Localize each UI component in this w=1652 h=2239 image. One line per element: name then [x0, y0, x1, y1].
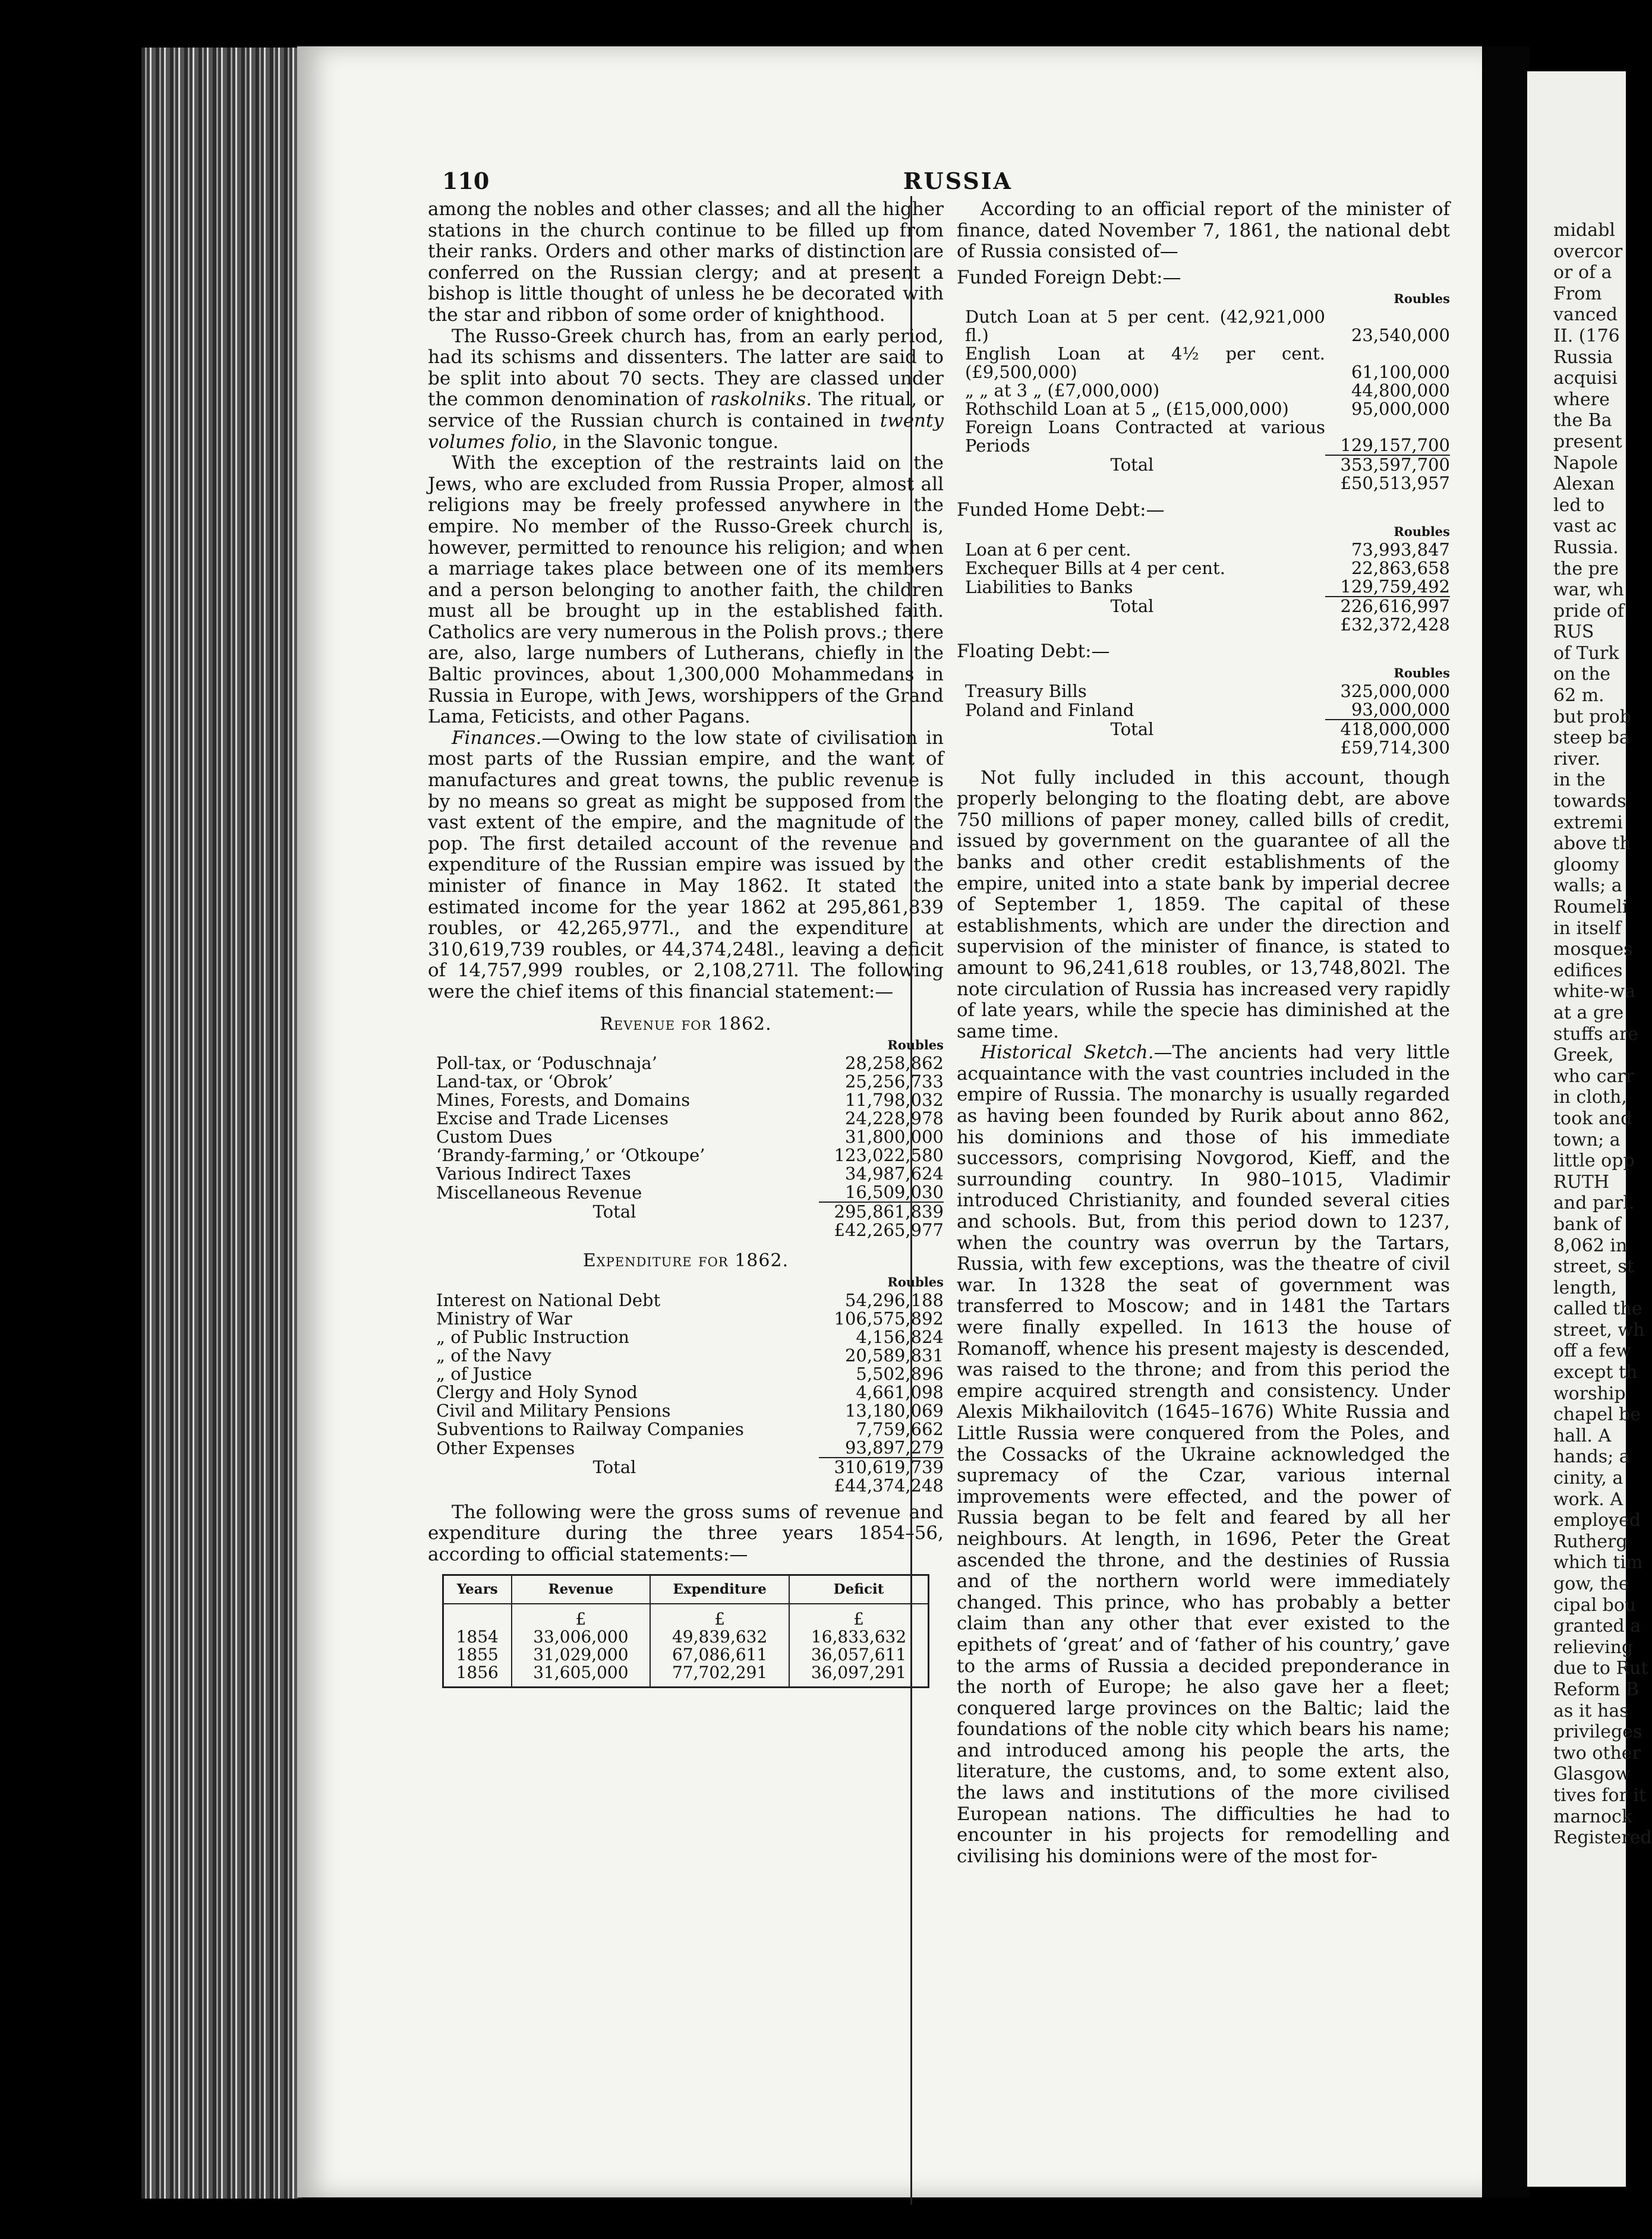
- section-heading: Historical Sketch.: [981, 1042, 1154, 1064]
- unit-label: Roubles: [1394, 524, 1450, 539]
- item-label: Exchequer Bills at 4 per cent.: [965, 557, 1225, 578]
- total-row: [428, 1202, 944, 1221]
- item-value: 22,863,658: [1351, 557, 1450, 578]
- table-row: [957, 682, 1450, 701]
- expenditure-table: [428, 1273, 944, 1495]
- table-row: [428, 1310, 944, 1328]
- table-row: [428, 1146, 944, 1165]
- fragment-line: pride of: [1553, 600, 1624, 622]
- table-row: [428, 1073, 944, 1091]
- table-row: [957, 578, 1450, 597]
- fragment-line: called the: [1553, 1298, 1642, 1320]
- text-run: The Russo-Greek church has, from an early period, had its schisms and dissenters. The latter are said to be split into about 70 sects. They are classed under the common denomination of: [428, 325, 944, 411]
- fragment-line: Russia.: [1553, 537, 1619, 558]
- spacer-cell: [957, 739, 1325, 757]
- total-row: [957, 720, 1450, 739]
- total-pounds-row: [957, 474, 1450, 493]
- fragment-line: led to: [1553, 494, 1605, 516]
- section-heading: Finances.: [452, 727, 542, 749]
- fragment-line: length,: [1553, 1277, 1617, 1298]
- paragraph: [428, 326, 944, 453]
- total-row: [957, 597, 1450, 616]
- item-label: Ministry of War: [436, 1308, 572, 1329]
- item-label: English Loan at 4½ per cent. (£9,500,000): [965, 343, 1325, 383]
- table-row: [443, 1664, 929, 1688]
- unit-row: [443, 1604, 929, 1628]
- table-row: [957, 308, 1450, 345]
- table-cell: 36,097,291: [789, 1664, 928, 1688]
- fragment-line: in cloth,: [1553, 1087, 1627, 1108]
- fragment-line: Reform B: [1553, 1679, 1639, 1700]
- item-value: 16,509,030: [844, 1182, 944, 1203]
- fragment-line: who carr: [1553, 1065, 1634, 1087]
- book-page-edges: [141, 48, 302, 2199]
- fragment-line: Napole: [1553, 452, 1618, 474]
- item-value: 13,180,069: [844, 1400, 944, 1421]
- next-page-fragment: [1527, 71, 1652, 2187]
- revenue-table: [428, 1036, 944, 1240]
- unit-label: Roubles: [887, 1274, 944, 1289]
- item-label: „ „ at 3 „ (£7,000,000): [965, 380, 1160, 401]
- currency-unit: £: [512, 1604, 651, 1628]
- fragment-line: RUTH: [1553, 1171, 1610, 1193]
- floating-heading: Floating Debt:—: [957, 640, 1110, 662]
- fragment-line: off a few: [1553, 1341, 1631, 1362]
- table-row: [428, 1402, 944, 1420]
- table-cell: 31,029,000: [512, 1646, 651, 1664]
- total-roubles: 226,616,997: [1325, 597, 1450, 616]
- fragment-line: took and: [1553, 1108, 1632, 1129]
- unit-label: Roubles: [887, 1037, 944, 1053]
- fragment-line: extremi: [1553, 812, 1623, 833]
- fragment-line: the pre: [1553, 558, 1619, 579]
- item-value: 5,502,896: [856, 1363, 944, 1384]
- left-column: [428, 199, 944, 1688]
- italic-term: twenty volumes folio: [428, 409, 944, 453]
- item-label: Interest on National Debt: [436, 1289, 661, 1310]
- item-label: Loan at 6 per cent.: [965, 539, 1131, 560]
- currency-unit: £: [650, 1604, 789, 1628]
- text-run: . The ritual, or service of the Russian church is contained in: [428, 389, 944, 431]
- fragment-line: two other: [1553, 1742, 1641, 1764]
- total-row: [428, 1458, 944, 1477]
- fragment-line: granted a: [1553, 1616, 1641, 1637]
- column-header: Revenue: [512, 1575, 651, 1604]
- unit-label: Roubles: [1394, 291, 1450, 307]
- fragment-line: hands; a: [1553, 1446, 1630, 1468]
- item-label: Clergy and Holy Synod: [436, 1382, 638, 1402]
- fragment-line: Rutherg: [1553, 1531, 1628, 1552]
- column-header: Deficit: [789, 1575, 928, 1604]
- item-value: 123,022,580: [834, 1145, 944, 1166]
- total-label: Total: [592, 1202, 636, 1222]
- item-value: 20,589,831: [844, 1345, 944, 1366]
- fragment-line: except th: [1553, 1362, 1638, 1383]
- years-table: [442, 1574, 929, 1688]
- total-pounds-row: [957, 739, 1450, 757]
- item-value: 11,798,032: [844, 1090, 944, 1111]
- item-value: 25,256,733: [844, 1071, 944, 1092]
- fragment-line: II. (176: [1553, 325, 1620, 346]
- fragment-line: which tim: [1553, 1552, 1643, 1573]
- item-label: ‘Brandy-farming,’ or ‘Otkoupe’: [436, 1145, 705, 1166]
- item-value: 24,228,978: [844, 1108, 944, 1129]
- italic-term: raskolniks: [710, 389, 806, 411]
- fragment-line: walls; a: [1553, 875, 1622, 897]
- fragment-line: or of a: [1553, 262, 1612, 283]
- item-value: 23,540,000: [1351, 325, 1450, 346]
- table-row: [443, 1646, 929, 1664]
- total-pounds: £59,714,300: [1340, 737, 1450, 758]
- table-cell: 36,057,611: [789, 1646, 928, 1664]
- table-row: [957, 418, 1450, 455]
- table-row: [443, 1628, 929, 1646]
- paragraph: [428, 728, 944, 1003]
- table-row: [957, 559, 1450, 578]
- table-row: [428, 1183, 944, 1202]
- item-label: Subventions to Railway Companies: [436, 1418, 744, 1439]
- item-label: Treasury Bills: [965, 680, 1087, 701]
- table-row: [957, 381, 1450, 400]
- spacer-cell: [428, 1477, 819, 1495]
- table-row: [428, 1365, 944, 1383]
- fragment-line: of Turk: [1553, 642, 1619, 664]
- item-value: 34,987,624: [844, 1163, 944, 1184]
- total-label: Total: [1110, 718, 1154, 739]
- fragment-line: employed: [1553, 1510, 1641, 1531]
- fragment-line: Registered: [1553, 1827, 1652, 1849]
- item-value: 93,897,279: [844, 1437, 944, 1458]
- item-value: 4,156,824: [856, 1326, 944, 1347]
- table-cell: 31,605,000: [512, 1664, 651, 1688]
- paragraph: The following were the gross sums of revenue and expenditure during the three years 1854–56, according to official statements:—: [428, 1501, 944, 1565]
- item-label: Land-tax, or ‘Obrok’: [436, 1071, 613, 1092]
- fragment-line: worship: [1553, 1383, 1626, 1404]
- item-label: „ of the Navy: [436, 1345, 551, 1366]
- table-row: [428, 1109, 944, 1128]
- fragment-line: relieving: [1553, 1636, 1634, 1658]
- table-row: [428, 1128, 944, 1146]
- fragment-line: street, st: [1553, 1256, 1634, 1278]
- paragraph: among the nobles and other classes; and all the higher stations in the church continue to be filled up from their ranks. Orders and other marks of distinction are conferred on the Russian clergy; and at present a bishop is little thought of unless he be decorated with the star and ribbon of some order of knighthood.: [428, 198, 944, 326]
- item-value: 93,000,000: [1351, 699, 1450, 720]
- fragment-line: gloomy: [1553, 854, 1619, 875]
- fragment-line: towards: [1553, 791, 1626, 812]
- fragment-line: at a gre: [1553, 1002, 1624, 1023]
- funded-home-table: [957, 522, 1450, 634]
- fragment-line: as it has: [1553, 1700, 1629, 1721]
- fragment-line: Roumeli: [1553, 897, 1628, 917]
- item-label: Poland and Finland: [965, 699, 1134, 720]
- item-label: Miscellaneous Revenue: [436, 1182, 642, 1203]
- currency-unit: £: [789, 1604, 928, 1628]
- fragment-line: hall. A: [1553, 1425, 1612, 1446]
- item-value: 325,000,000: [1340, 680, 1450, 701]
- table-row: [957, 541, 1450, 559]
- column-header: Expenditure: [650, 1575, 789, 1604]
- fragment-line: 62 m.: [1553, 685, 1604, 707]
- fragment-line: vanced: [1553, 304, 1618, 326]
- fragment-line: present: [1553, 431, 1622, 452]
- table-row: [428, 1054, 944, 1073]
- fragment-line: due to Rut: [1553, 1658, 1648, 1679]
- table-row: [957, 400, 1450, 418]
- spacer-cell: [443, 1604, 512, 1628]
- item-value: 61,100,000: [1351, 362, 1450, 383]
- text-run: —Owing to the low state of civilisation in most parts of the Russian empire, and the want of manufactures and great towns, the public revenue is by no means so great as might be supposed from the vast extent of the empire, and the magnitude of the pop. The first detailed account of the revenue and expenditure of the Russian empire was issued by the minister of finance in May 1862. It stated the estimated income for the year 1862 at 295,861,839 roubles, or 42,265,977l., and the expenditure at 310,619,739 roubles, or 44,374,248l., leaving a deficit of 14,757,999 roubles, or 2,108,271l. The following were the chief items of this financial statement:—: [428, 727, 944, 1002]
- fragment-line: gow, the: [1553, 1573, 1629, 1594]
- total-roubles: 353,597,700: [1325, 455, 1450, 474]
- fragment-line: acquisi: [1553, 368, 1618, 389]
- fragment-line: cinity, a: [1553, 1468, 1623, 1489]
- table-row: [428, 1291, 944, 1310]
- table-row: [957, 701, 1450, 720]
- total-roubles: 418,000,000: [1325, 720, 1450, 739]
- item-label: Poll-tax, or ‘Poduschnaja’: [436, 1053, 657, 1074]
- item-label: Foreign Loans Contracted at various Periods: [965, 417, 1325, 456]
- funded-foreign-heading: Funded Foreign Debt:—: [957, 266, 1181, 288]
- column-header: Years: [443, 1575, 512, 1604]
- fragment-line: From: [1553, 283, 1602, 304]
- item-label: Various Indirect Taxes: [436, 1163, 631, 1184]
- fragment-line: street, wh: [1553, 1319, 1645, 1341]
- fragment-line: river.: [1553, 748, 1601, 770]
- revenue-heading: Revenue for 1862.: [600, 1013, 772, 1035]
- table-row: [957, 345, 1450, 381]
- item-value: 28,258,862: [844, 1053, 944, 1074]
- total-pounds: £32,372,428: [1340, 614, 1450, 635]
- table-row: [428, 1383, 944, 1402]
- spacer-cell: [428, 1221, 819, 1240]
- table-cell: 1855: [443, 1646, 512, 1664]
- total-pounds: £50,513,957: [1340, 473, 1450, 494]
- total-pounds-row: [428, 1477, 944, 1495]
- fragment-line: cipal bou: [1553, 1594, 1637, 1616]
- item-value: 129,759,492: [1340, 576, 1450, 597]
- table-cell: 16,833,632: [789, 1628, 928, 1646]
- item-label: Dutch Loan at 5 per cent. (42,921,000 fl.): [965, 307, 1325, 346]
- item-label: „ of Public Instruction: [436, 1326, 629, 1347]
- fragment-line: little opp: [1553, 1150, 1635, 1172]
- fragment-line: and parl.: [1553, 1193, 1635, 1214]
- item-value: 129,157,700: [1340, 435, 1450, 456]
- text-run: —The ancients had very little acquaintance with the vast countries included in the empire of Russia. The monarchy is usually regarded as having been founded by Rurik about anno 862, his dominions and those of his immediate successors, comprising Novgorod, Kieff, and the surrounding country. In 980–1015, Vladimir introduced Christianity, and founded several cities and schools. But, from this period down to 1237, when the country was overrun by the Tartars, Russia, with few exceptions, was the theatre of civil war. In 1328 the seat of government was transferred to Moscow; and in 1481 the Tartars were finally expelled. In 1613 the house of Romanoff, whence his present majesty is descended, was raised to the throne; and from this period the empire acquired strength and consistency. Under Alexis Mikhailovitch (1645–1676) White Russia and Little Russia were conquered from the Poles, and the Cossacks of the Ukraine acknowledged the supremacy of the Czar, various internal improvements were effected, and the power of Russia began to be felt and feared by all her neighbours. At length, in 1696, Peter the Great ascended the throne, and the destinies of Russia and of the northern world were immediately changed. This prince, who has probably a better claim than any other that ever existed to the epithets of ‘great’ and of ‘father of his country,’ gave to the arms of Russia a decided preponderance in the north of Europe; he also gave her a fleet; conquered large provinces on the Baltic; laid the foundations of the noble city which bears his name; and introduced among his people the arts, the literature, the customs, and, to some extent also, the laws and institutions of the more civilised European nations. The difficulties he had to encounter in his projects for remodelling and civilising his dominions were of the most for-: [957, 1042, 1450, 1867]
- total-pounds-row: [428, 1221, 944, 1240]
- total-roubles: 310,619,739: [819, 1458, 944, 1477]
- fragment-line: tives for it: [1553, 1784, 1646, 1806]
- total-row: [957, 455, 1450, 474]
- fragment-line: overcor: [1553, 241, 1623, 262]
- floating-table: [957, 664, 1450, 757]
- table-row: [428, 1165, 944, 1183]
- total-label: Total: [1110, 455, 1154, 475]
- funded-foreign-table: [957, 289, 1450, 493]
- item-value: 4,661,098: [856, 1382, 944, 1402]
- fragment-line: Glasgow: [1553, 1764, 1631, 1785]
- fragment-line: in itself: [1553, 917, 1621, 939]
- item-label: Custom Dues: [436, 1127, 553, 1147]
- paragraph: According to an official report of the minister of finance, dated November 7, 1861, the national debt of Russia consisted of—: [957, 198, 1450, 263]
- fragment-line: the Ba: [1553, 410, 1612, 431]
- fragment-line: marnock: [1553, 1806, 1633, 1827]
- paragraph: Not fully included in this account, though properly belonging to the floating debt, are above 750 millions of paper money, called bills of credit, issued by government on the guarantee of all the banks and other credit establishments of the empire, united into a state bank by imperial decree of September 1, 1859. The capital of these establishments, which are under the direction and supervision of the minister of finance, is stated to amount to 96,241,618 roubles, or 13,748,802l. The note circulation of Russia has increased very rapidly of late years, while the specie has diminished at the same time.: [957, 767, 1450, 1042]
- fragment-line: Russia: [1553, 346, 1613, 368]
- table-cell: 77,702,291: [650, 1664, 789, 1688]
- fragment-line: midabl: [1553, 220, 1615, 241]
- total-pounds: £42,265,977: [834, 1220, 944, 1241]
- book-gutter: [1482, 46, 1530, 2197]
- running-title: RUSSIA: [903, 168, 1013, 194]
- item-label: Civil and Military Pensions: [436, 1400, 671, 1421]
- item-value: 73,993,847: [1351, 539, 1450, 560]
- fragment-line: RUS: [1553, 622, 1594, 643]
- total-pounds: £44,374,248: [834, 1475, 944, 1496]
- fragment-line: vast ac: [1553, 516, 1617, 537]
- spacer-cell: [957, 474, 1325, 493]
- table-cell: 67,086,611: [650, 1646, 789, 1664]
- table-row: [428, 1439, 944, 1458]
- table-cell: 1854: [443, 1628, 512, 1646]
- fragment-line: in the: [1553, 770, 1606, 791]
- total-label: Total: [1110, 595, 1154, 616]
- item-value: 44,800,000: [1351, 380, 1450, 401]
- funded-home-heading: Funded Home Debt:—: [957, 499, 1165, 521]
- fragment-line: work. A: [1553, 1489, 1623, 1510]
- item-value: 7,759,662: [856, 1418, 944, 1439]
- fragment-line: stuffs are: [1553, 1023, 1638, 1045]
- page-number: 110: [442, 168, 490, 194]
- total-roubles: 295,861,839: [819, 1202, 944, 1221]
- fragment-line: on the: [1553, 664, 1611, 685]
- fragment-line: Greek,: [1553, 1045, 1614, 1066]
- item-value: 54,296,188: [844, 1289, 944, 1310]
- item-label: Liabilities to Banks: [965, 576, 1133, 597]
- item-label: Excise and Trade Licenses: [436, 1108, 669, 1129]
- text-run: , in the Slavonic tongue.: [551, 431, 779, 453]
- fragment-line: above th: [1553, 833, 1631, 854]
- spacer-cell: [957, 616, 1325, 634]
- fragment-line: war, wh: [1553, 579, 1624, 601]
- paragraph: [957, 1042, 1450, 1867]
- paragraph: With the exception of the restraints laid on the Jews, who are excluded from Russia Proper, almost all religions may be freely professed anywhere in the empire. No member of the Russo-Greek church is, however, permitted to renounce his religion; and when a marriage takes place between one of its members and a person belonging to another faith, the children must all be brought up in the established faith. Catholics are very numerous in the Polish provs.; there are, also, large numbers of Lutherans, chiefly in the Baltic provinces, about 1,300,000 Mohammedans in Russia in Europe, with Jews, worshippers of the Grand Lama, Feticists, and other Pagans.: [428, 452, 944, 728]
- fragment-line: Alexan: [1553, 474, 1615, 495]
- fragment-line: but prob: [1553, 706, 1631, 727]
- table-row: [428, 1328, 944, 1346]
- table-cell: 33,006,000: [512, 1628, 651, 1646]
- fragment-line: where: [1553, 389, 1610, 410]
- table-row: [428, 1420, 944, 1439]
- item-label: „ of Justice: [436, 1363, 532, 1384]
- fragment-line: bank of: [1553, 1213, 1621, 1235]
- expenditure-heading: Expenditure for 1862.: [582, 1250, 789, 1272]
- fragment-line: edifices: [1553, 960, 1623, 981]
- table-row: [428, 1091, 944, 1109]
- item-value: 31,800,000: [844, 1127, 944, 1147]
- fragment-line: privileges: [1553, 1721, 1642, 1743]
- table-cell: 1856: [443, 1664, 512, 1688]
- fragment-line: chapel be: [1553, 1404, 1641, 1426]
- fragment-line: mosques: [1553, 939, 1633, 960]
- total-pounds-row: [957, 616, 1450, 634]
- fragment-line: 8,062 in: [1553, 1235, 1628, 1256]
- item-label: Mines, Forests, and Domains: [436, 1090, 691, 1111]
- fragment-line: steep ba: [1553, 727, 1630, 749]
- fragment-line: town; a: [1553, 1129, 1621, 1150]
- total-label: Total: [592, 1456, 636, 1477]
- item-value: 106,575,892: [834, 1308, 944, 1329]
- item-label: Rothschild Loan at 5 „ (£15,000,000): [965, 399, 1289, 420]
- item-label: Other Expenses: [436, 1437, 575, 1458]
- table-cell: 49,839,632: [650, 1628, 789, 1646]
- right-column: [957, 199, 1450, 1867]
- item-value: 95,000,000: [1351, 399, 1450, 420]
- fragment-line: white-wa: [1553, 981, 1636, 1002]
- table-row: [428, 1346, 944, 1365]
- unit-label: Roubles: [1394, 665, 1450, 680]
